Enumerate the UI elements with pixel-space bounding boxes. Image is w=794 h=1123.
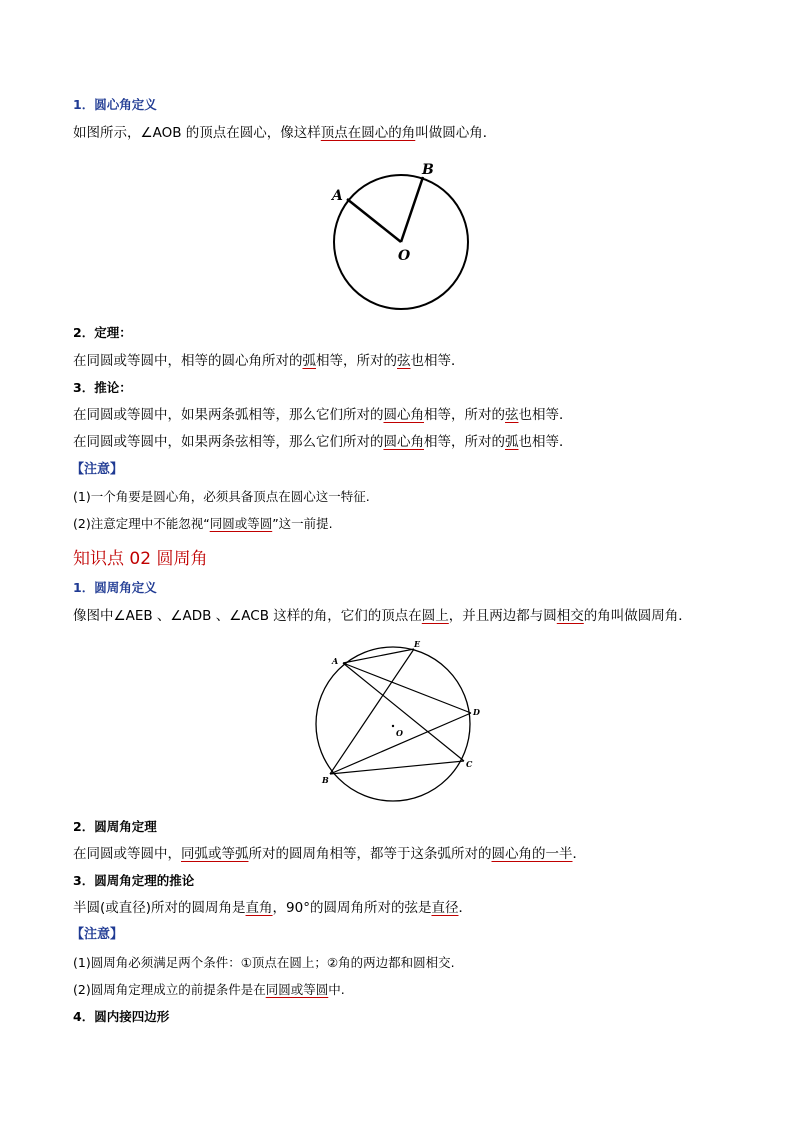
label-o: O: [398, 248, 411, 264]
heading-inscribed-angle-definition: 1．圆周角定义: [73, 580, 157, 595]
text: (2)圆周角定理成立的前提条件是在: [73, 982, 266, 997]
inscribed-angle-theorem: [73, 845, 586, 863]
key-term: 顶点在圆心的角: [320, 125, 416, 141]
center-point: [392, 725, 394, 727]
label-d: D: [473, 707, 480, 717]
label-a: A: [332, 188, 343, 204]
text: 中.: [328, 982, 345, 997]
chord-ad: [343, 663, 471, 713]
text: 半圆(或直径)所对的圆周角是: [73, 900, 246, 916]
label-b: B: [322, 775, 329, 785]
text: ，并且两边都与圆: [448, 608, 557, 624]
label-e: E: [414, 639, 421, 649]
label-c: C: [466, 759, 473, 769]
heading-cyclic-quadrilateral: 4．圆内接四边形: [73, 1009, 170, 1024]
key-term: 弧: [302, 353, 316, 369]
text: 相等，所对的: [424, 407, 505, 423]
chord-ac: [343, 663, 464, 761]
text: 在同圆或等圆中，: [73, 846, 181, 862]
text: 如图所示，∠AOB 的顶点在圆心，像这样: [73, 125, 321, 141]
text: 叫做圆心角．: [415, 125, 497, 141]
corollary-2: [73, 433, 573, 451]
section-title-inscribed-angle: 知识点 02 圆周角: [73, 549, 208, 569]
text: ”这一前提.: [272, 516, 333, 531]
chord-bc: [330, 761, 464, 774]
corollary-1: [73, 406, 573, 424]
note-1-item-1: (1)一个角要是圆心角，必须具备顶点在圆心这一特征.: [73, 489, 370, 504]
label-b: B: [422, 162, 434, 178]
key-term: 同圆或等圆: [209, 516, 273, 531]
note-1-item-2: [73, 515, 333, 533]
key-term: 弦: [397, 353, 411, 369]
theorem-corollary: [73, 899, 472, 917]
key-term: 圆心角: [383, 434, 424, 450]
text: 相等，所对的: [424, 434, 505, 450]
key-term: 直径: [431, 900, 459, 916]
key-term: 弦: [505, 407, 519, 423]
note-2-item-1: (1)圆周角必须满足两个条件：①顶点在圆上；②角的两边都和圆相交.: [73, 955, 455, 970]
label-o: O: [396, 728, 403, 738]
radius-ob: [401, 177, 423, 242]
key-term: 圆上: [421, 608, 449, 624]
key-term: 直角: [245, 900, 273, 916]
heading-theorem: 2．定理：: [73, 325, 132, 340]
heading-central-angle-definition: 1．圆心角定义: [73, 97, 157, 112]
heading-theorem-corollary: 3．圆周角定理的推论: [73, 873, 195, 888]
note-2-item-2: [73, 981, 345, 999]
key-term: 圆心角: [383, 407, 424, 423]
text: 也相等．: [518, 407, 573, 423]
note-heading-1: 【注意】: [71, 462, 124, 477]
inscribed-angle-figure: [308, 636, 488, 816]
central-angle-definition: [73, 124, 496, 142]
key-term: 同弧或等弧: [181, 846, 249, 862]
radius-oa: [347, 199, 401, 242]
text: 在同圆或等圆中，如果两条弧相等，那么它们所对的: [73, 407, 384, 423]
text: 在同圆或等圆中，相等的圆心角所对的: [73, 353, 303, 369]
note-heading-2: 【注意】: [71, 927, 124, 942]
inscribed-angle-definition: [73, 607, 692, 625]
text: 相等，所对的: [316, 353, 397, 369]
heading-inscribed-angle-theorem: 2．圆周角定理: [73, 819, 157, 834]
key-term: 弧: [505, 434, 519, 450]
label-a: A: [332, 656, 339, 666]
chord-ae: [343, 649, 414, 663]
central-angle-figure: [322, 158, 482, 318]
text: ，90°的圆周角所对的弦是: [272, 900, 432, 916]
theorem-text: [73, 352, 465, 370]
text: 所对的圆周角相等，都等于这条弧所对的: [248, 846, 492, 862]
text: 也相等．: [410, 353, 465, 369]
text: ．: [572, 846, 586, 862]
key-term: 同圆或等圆: [265, 982, 329, 997]
text: 也相等．: [518, 434, 573, 450]
key-term: 圆心角的一半: [491, 846, 573, 862]
text: 在同圆或等圆中，如果两条弦相等，那么它们所对的: [73, 434, 384, 450]
text: 像图中∠AEB 、∠ADB 、∠ACB 这样的角，它们的顶点在: [73, 608, 422, 624]
key-term: 相交: [556, 608, 584, 624]
text: ．: [458, 900, 472, 916]
heading-corollary: 3．推论：: [73, 380, 132, 395]
text: (2)注意定理中不能忽视“: [73, 516, 210, 531]
text: 的角叫做圆周角．: [583, 608, 692, 624]
